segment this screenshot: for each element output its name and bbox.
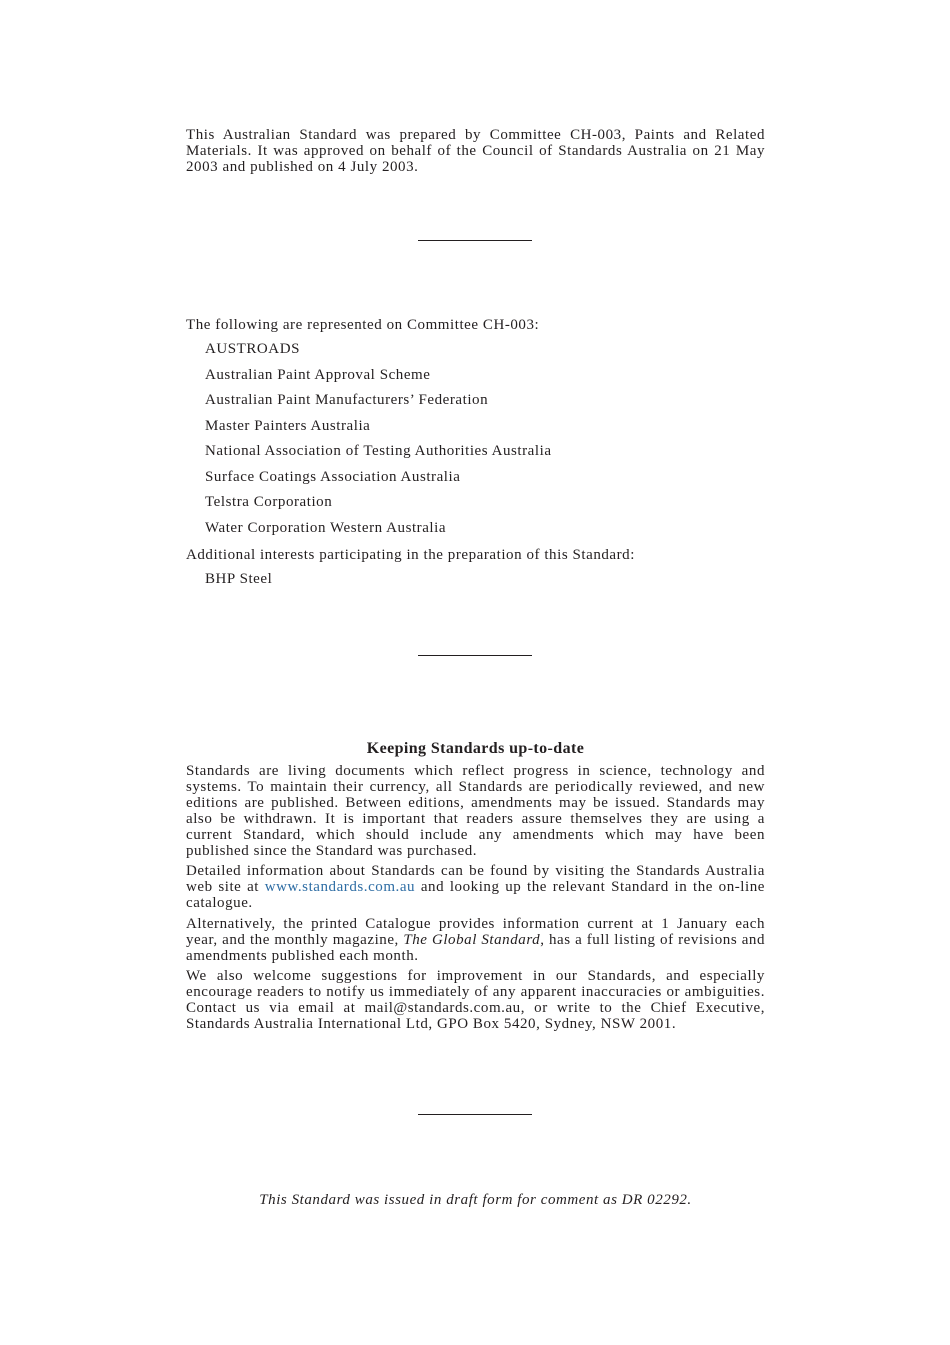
approval-statement: This Australian Standard was prepared by Committee CH-003, Paints and Related Materials. It was approved on behalf of the Council of Standards Australia on 21 May 2003 and published on 4 July 2003. <box>186 127 765 175</box>
keeping-standards-heading: Keeping Standards up-to-date <box>366 740 585 757</box>
committee-member: Australian Paint Approval Scheme <box>205 367 431 383</box>
committee-member: Water Corporation Western Australia <box>205 520 447 536</box>
keeping-paragraph-2-text-end: and looking up the relevant Standard in the on-line catalogue. <box>186 879 765 911</box>
section-divider <box>418 1114 532 1115</box>
keeping-paragraph-1: Standards are living documents which reflect progress in science, technology and systems. To maintain their currency, all Standards are periodically reviewed, and new editions are published. Between editions, amendments may be issued. Standards may also be withdrawn. It is important that readers assure themselves they are using a current Standard, which should include any amendments which may have been published since the Standard was purchased. <box>186 763 765 859</box>
keeping-paragraph-3-text-end: , has a full listing of revisions and amendments published each month. <box>186 932 765 964</box>
keeping-paragraph-2-text: Detailed information about Standards can be found by visiting the Standards Australia web site at <box>186 863 765 895</box>
keeping-paragraph-2 <box>186 863 765 911</box>
committee-member: Surface Coatings Association Australia <box>205 469 461 485</box>
additional-member: BHP Steel <box>205 571 273 587</box>
section-divider <box>418 655 532 656</box>
keeping-paragraph-3-text: Alternatively, the printed Catalogue provides information current at 1 January each year, and the monthly magazine, <box>186 916 765 948</box>
keeping-paragraph-3 <box>186 916 765 964</box>
draft-note: This Standard was issued in draft form for comment as DR 02292. <box>259 1192 692 1208</box>
standards-website-link[interactable]: www.standards.com.au <box>264 879 416 895</box>
additional-interests-intro: Additional interests participating in the preparation of this Standard: <box>186 547 635 563</box>
committee-member: National Association of Testing Authorities Australia <box>205 443 552 459</box>
section-divider <box>418 240 532 241</box>
keeping-paragraph-4: We also welcome suggestions for improvement in our Standards, and especially encourage readers to notify us immediately of any apparent inaccuracies or ambiguities. Contact us via email at mail@standards.com.au, or write to the Chief Executive, Standards Australia International Ltd, GPO Box 5420, Sydney, NSW 2001. <box>186 968 765 1032</box>
committee-member: AUSTROADS <box>205 341 300 357</box>
committee-member: Australian Paint Manufacturers’ Federation <box>205 392 489 408</box>
committee-member: Telstra Corporation <box>205 494 333 510</box>
magazine-title: The Global Standard <box>403 932 541 948</box>
committee-member: Master Painters Australia <box>205 418 371 434</box>
committee-intro: The following are represented on Committee CH-003: <box>186 317 540 333</box>
